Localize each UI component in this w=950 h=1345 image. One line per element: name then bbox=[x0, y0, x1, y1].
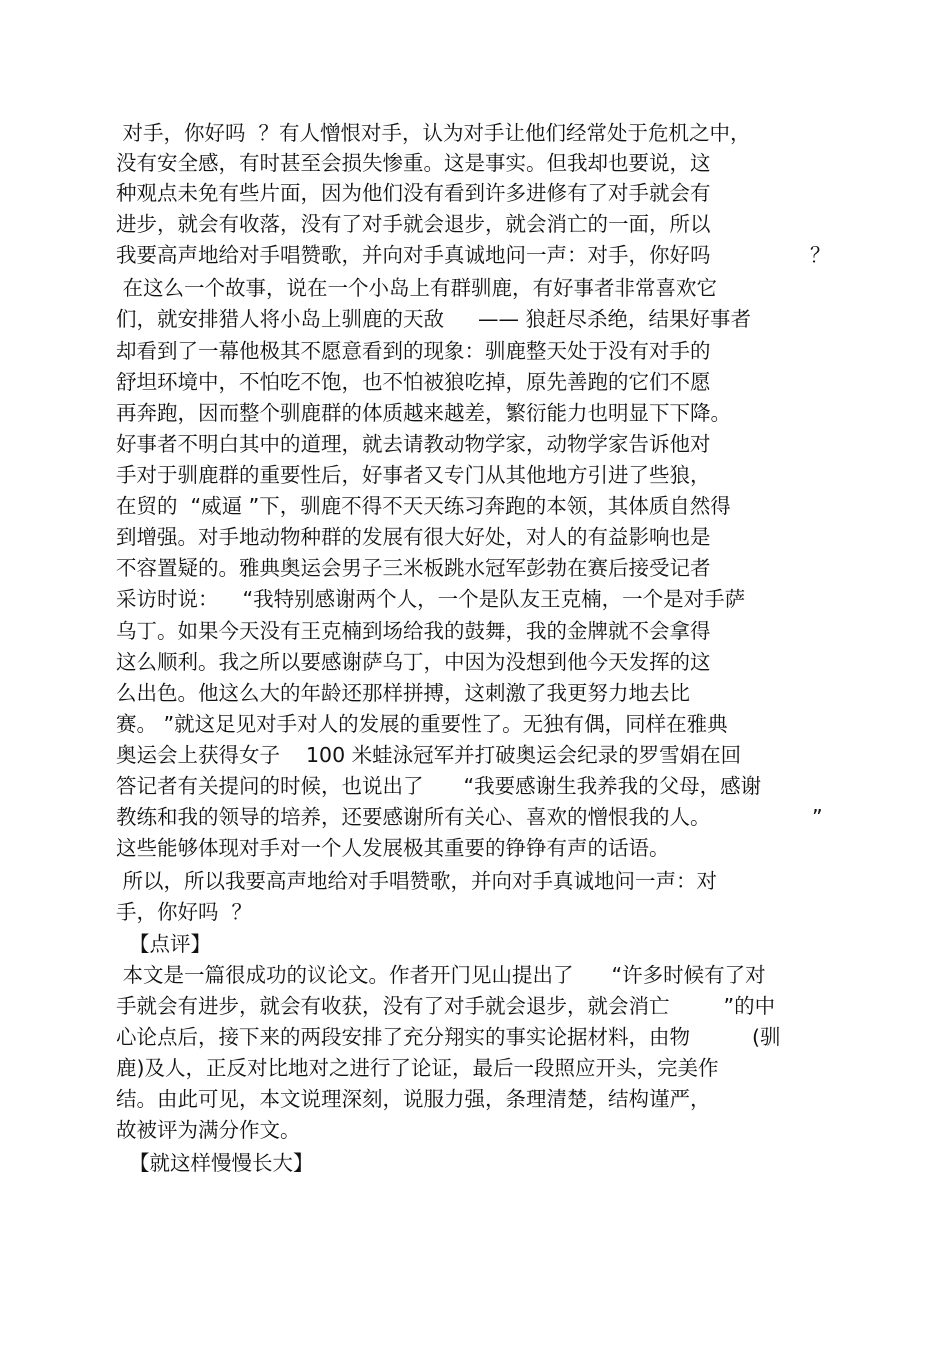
line-text: 在这么一个故事，说在一个小岛上有群驯鹿，有好事者非常喜欢它 bbox=[116, 276, 718, 300]
line-text: 这么顺利。我之所以要感谢萨乌丁，中因为没想到他今天发挥的这 bbox=[116, 650, 711, 674]
line-text-cont: —— 狼赶尽杀绝，结果好事者 bbox=[478, 307, 752, 331]
text-line bbox=[116, 273, 717, 303]
text-line bbox=[116, 802, 711, 832]
text-line bbox=[116, 709, 728, 739]
line-text: 乌丁。如果今天没有王克楠到场给我的鼓舞，我的金牌就不会拿得 bbox=[116, 619, 711, 643]
section-heading-review bbox=[116, 929, 211, 959]
heading-text: 【就这样慢慢长大】 bbox=[116, 1151, 314, 1175]
line-text: 却看到了一幕他极其不愿意看到的现象：驯鹿整天处于没有对手的 bbox=[116, 339, 711, 363]
line-text-cont: “我要感谢生我养我的父母，感谢 bbox=[463, 774, 762, 798]
line-text: 进步，就会有收落，没有了对手就会退步，就会消亡的一面，所以 bbox=[116, 212, 711, 236]
text-line bbox=[116, 866, 717, 896]
line-text: 手就会有进步，就会有收获，没有了对手就会退步，就会消亡 bbox=[116, 994, 670, 1018]
text-line bbox=[116, 240, 711, 270]
line-text: 不容置疑的。雅典奥运会男子三米板跳水冠军彭勃在赛后接受记者 bbox=[116, 556, 711, 580]
line-text: 采访时说： bbox=[116, 587, 219, 611]
text-line bbox=[116, 991, 775, 1021]
text-line bbox=[116, 522, 711, 552]
line-text: 本文是一篇很成功的议论文。作者开门见山提出了 bbox=[116, 963, 574, 987]
text-line bbox=[116, 1053, 719, 1083]
text-line bbox=[116, 118, 751, 148]
line-text: 答记者有关提问的时候，也说出了 bbox=[116, 774, 424, 798]
line-text-cont: 100 米蛙泳冠军并打破奥运会纪录的罗雪娟在回 bbox=[306, 743, 742, 767]
line-text: 种观点未免有些片面，因为他们没有看到许多进修有了对手就会有 bbox=[116, 181, 711, 205]
line-text: 们，就安排猎人将小岛上驯鹿的天敌 bbox=[116, 307, 444, 331]
text-line bbox=[116, 584, 745, 614]
line-text: 对手，你好吗 ？有人憎恨对手，认为对手让他们经常处于危机之中， bbox=[116, 121, 751, 145]
text-line bbox=[116, 1115, 301, 1145]
text-line bbox=[116, 678, 690, 708]
line-text: 结。由此可见，本文说理深刻，说服力强，条理清楚，结构谨严， bbox=[116, 1087, 711, 1111]
text-line bbox=[116, 740, 741, 770]
line-text: 所以，所以我要高声地给对手唱赞歌，并向对手真诚地问一声：对 bbox=[116, 869, 718, 893]
line-text: 故被评为满分作文。 bbox=[116, 1118, 301, 1142]
line-text: 手对于驯鹿群的重要性后，好事者又专门从其他地方引进了些狼， bbox=[116, 463, 711, 487]
line-text-cont: “许多时候有了对 bbox=[611, 963, 766, 987]
line-text: 好事者不明白其中的道理，就去请教动物学家，动物学家告诉他对 bbox=[116, 432, 711, 456]
line-text: 这些能够体现对手对一个人发展极其重要的铮铮有声的话语。 bbox=[116, 836, 670, 860]
text-line bbox=[116, 367, 711, 397]
text-line bbox=[116, 429, 711, 459]
line-text: 赛。 ”就这足见对手对人的发展的重要性了。无独有偶，同样在雅典 bbox=[116, 712, 728, 736]
line-text: 手，你好吗 ？ bbox=[116, 900, 253, 924]
line-text-cont: (驯 bbox=[752, 1025, 781, 1049]
closing-quote: ” bbox=[812, 805, 823, 829]
line-text: 舒坦环境中，不怕吃不饱，也不怕被狼吃掉，原先善跑的它们不愿 bbox=[116, 370, 711, 394]
line-text: 教练和我的领导的培养，还要感谢所有关心、喜欢的憎恨我的人。 bbox=[116, 805, 711, 829]
text-line bbox=[116, 209, 711, 239]
line-text: 我要高声地给对手唱赞歌，并向对手真诚地问一声：对手，你好吗 bbox=[116, 243, 711, 267]
text-line bbox=[116, 553, 711, 583]
text-line bbox=[116, 398, 731, 428]
line-text: 在贸的 “威逼 ”下，驯鹿不得不天天练习奔跑的本领，其体质自然得 bbox=[116, 494, 731, 518]
line-text-cont: ”的中 bbox=[723, 994, 776, 1018]
line-text: 到增强。对手地动物种群的发展有很大好处，对人的有益影响也是 bbox=[116, 525, 711, 549]
text-line bbox=[116, 148, 711, 178]
text-line bbox=[116, 833, 670, 863]
line-text-cont: “我特别感谢两个人，一个是队友王克楠，一个是对手萨 bbox=[242, 587, 746, 611]
text-line bbox=[116, 178, 711, 208]
text-line bbox=[116, 1022, 781, 1052]
text-line bbox=[116, 647, 711, 677]
text-line bbox=[116, 460, 711, 490]
heading-text: 【点评】 bbox=[116, 932, 212, 956]
line-text: 奥运会上获得女子 bbox=[116, 743, 280, 767]
line-text: 鹿)及人，正反对比地对之进行了论证，最后一段照应开头，完美作 bbox=[116, 1056, 719, 1080]
question-mark: ？ bbox=[810, 243, 831, 267]
text-line bbox=[116, 616, 711, 646]
line-text: 没有安全感，有时甚至会损失惨重。这是事实。但我却也要说，这 bbox=[116, 151, 711, 175]
line-text: 再奔跑，因而整个驯鹿群的体质越来越差，繁衍能力也明显下下降。 bbox=[116, 401, 731, 425]
line-text: 心论点后，接下来的两段安排了充分翔实的事实论据材料，由物 bbox=[116, 1025, 690, 1049]
text-line bbox=[116, 336, 711, 366]
text-line bbox=[116, 304, 751, 334]
section-heading-growing-up bbox=[116, 1148, 314, 1178]
line-text: 么出色。他这么大的年龄还那样拼搏，这刺激了我更努力地去比 bbox=[116, 681, 690, 705]
text-line bbox=[116, 897, 252, 927]
text-line bbox=[116, 960, 766, 990]
text-line bbox=[116, 1084, 711, 1114]
text-line bbox=[116, 491, 731, 521]
text-line bbox=[116, 771, 761, 801]
